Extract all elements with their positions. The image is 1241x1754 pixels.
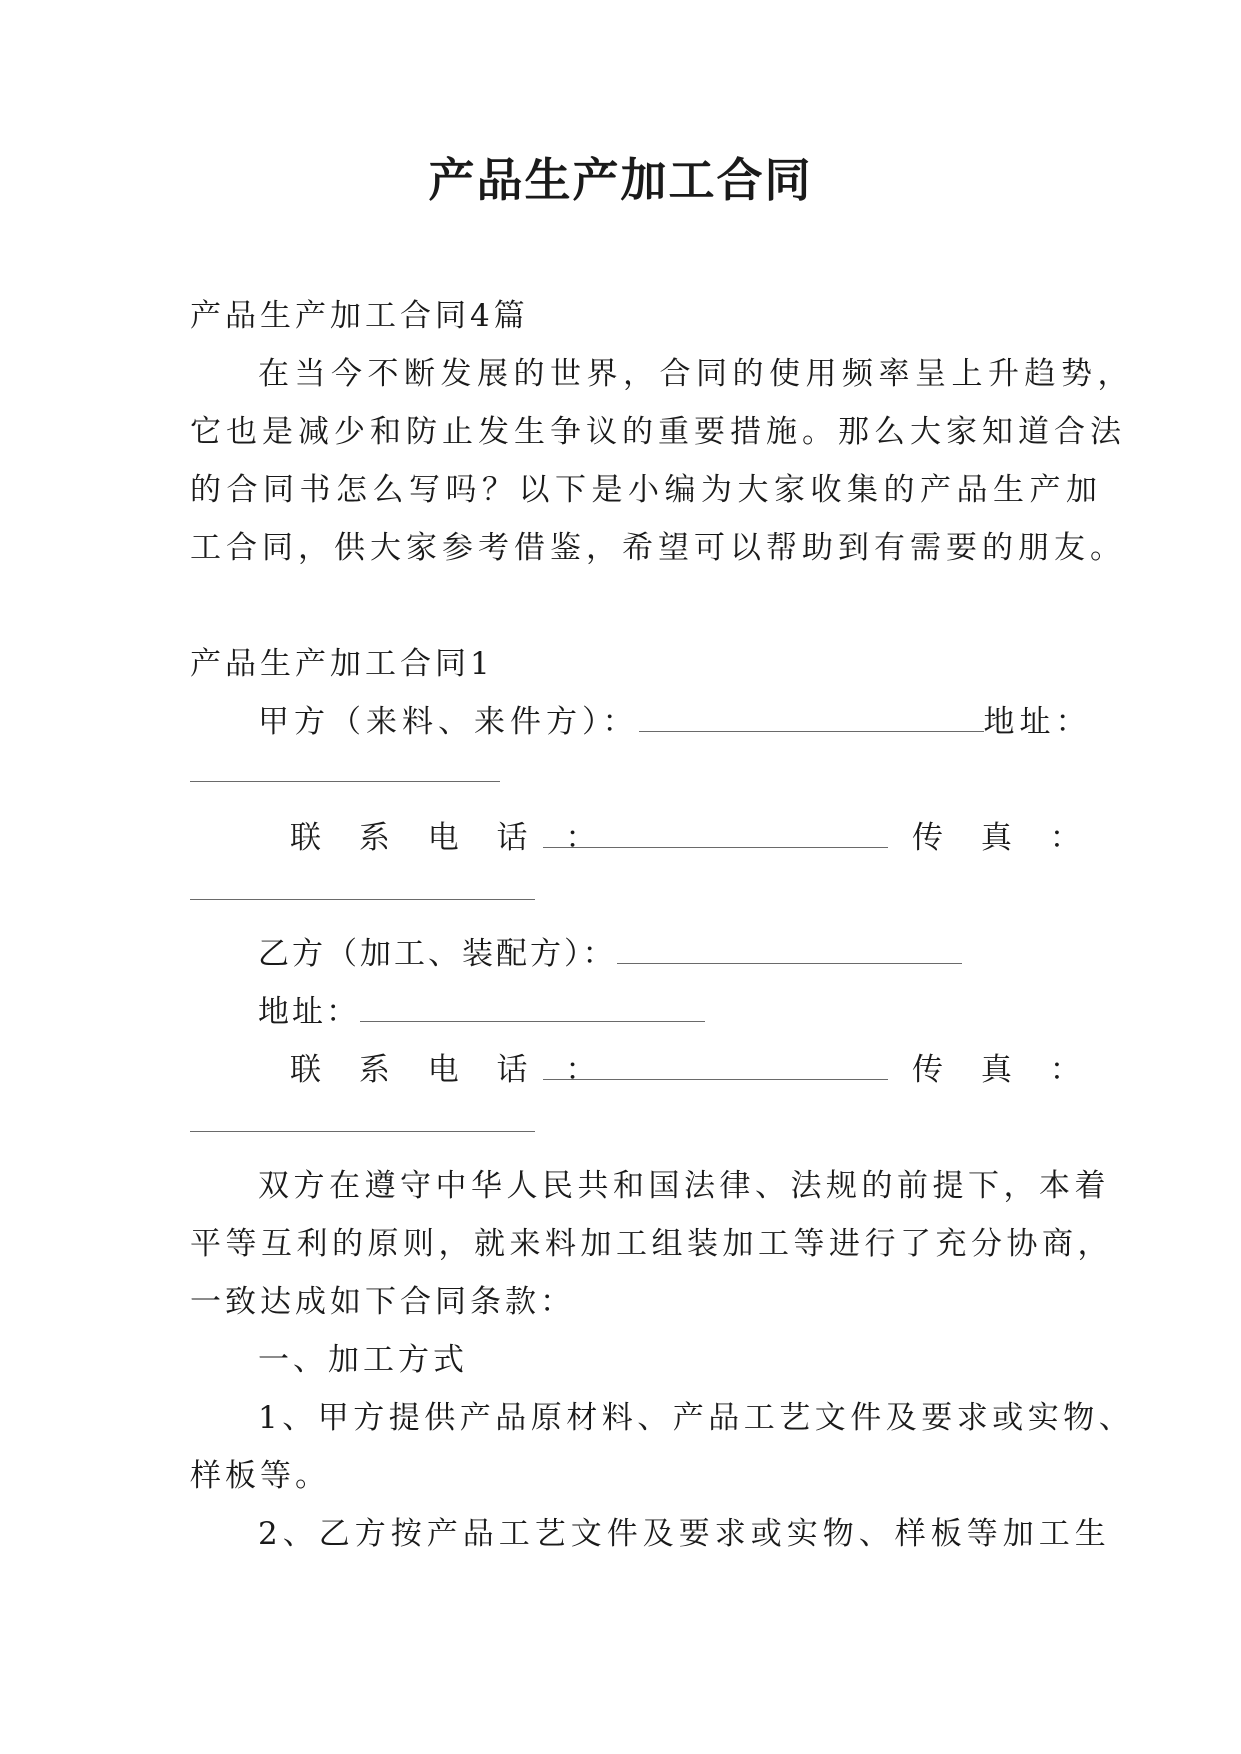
section-heading: 产品生产加工合同1 <box>190 646 494 682</box>
clause-line-1: 1、甲方提供产品原材料、产品工艺文件及要求或实物、 <box>258 1400 1135 1436</box>
party-a-label: 甲方（来料、来件方）： <box>258 704 639 740</box>
clause-line-3: 2、乙方按产品工艺文件及要求或实物、样板等加工生 <box>258 1516 1111 1552</box>
intro-line-1: 在当今不断发展的世界，合同的使用频率呈上升趋势， <box>258 356 1134 392</box>
intro-line-3: 的合同书怎么写吗？以下是小编为大家收集的产品生产加 <box>190 472 1103 508</box>
party-a-name-blank[interactable] <box>639 703 984 732</box>
party-b-row <box>258 934 962 974</box>
document-subtitle: 产品生产加工合同4篇 <box>190 298 529 334</box>
party-b-fax-label: 传 真 ： <box>912 1052 1095 1088</box>
agreement-line-1: 双方在遵守中华人民共和国法律、法规的前提下，本着 <box>258 1168 1110 1204</box>
agreement-line-2: 平等互利的原则，就来料加工组装加工等进行了充分协商， <box>190 1226 1113 1262</box>
party-a-fax-blank[interactable] <box>190 898 535 900</box>
party-b-address-label: 地址： <box>258 994 360 1030</box>
party-b-fax-blank[interactable] <box>190 1130 535 1132</box>
party-b-phone-blank[interactable] <box>543 1078 888 1080</box>
party-a-fax-label: 传 真 ： <box>912 820 1095 856</box>
party-b-address-row <box>258 992 705 1032</box>
intro-line-2: 它也是减少和防止发生争议的重要措施。那么大家知道合法 <box>190 414 1126 450</box>
clause-line-2: 样板等。 <box>190 1458 330 1494</box>
clause-heading: 一、加工方式 <box>258 1342 468 1378</box>
party-b-address-blank[interactable] <box>360 993 705 1022</box>
party-a-address-label: 地址： <box>983 704 1092 740</box>
party-b-label: 乙方（加工、装配方）： <box>258 936 617 972</box>
party-a-row <box>258 702 1092 742</box>
party-a-phone-blank[interactable] <box>543 846 888 848</box>
intro-line-4: 工合同，供大家参考借鉴，希望可以帮助到有需要的朋友。 <box>190 530 1126 566</box>
document-title: 产品生产加工合同 <box>428 153 813 207</box>
party-a-phone-label: 联 系 电 话 ： <box>290 820 611 856</box>
party-a-address-blank[interactable] <box>190 780 500 782</box>
party-b-name-blank[interactable] <box>617 935 962 964</box>
agreement-line-3: 一致达成如下合同条款： <box>190 1284 575 1320</box>
party-b-phone-label: 联 系 电 话 ： <box>290 1052 611 1088</box>
